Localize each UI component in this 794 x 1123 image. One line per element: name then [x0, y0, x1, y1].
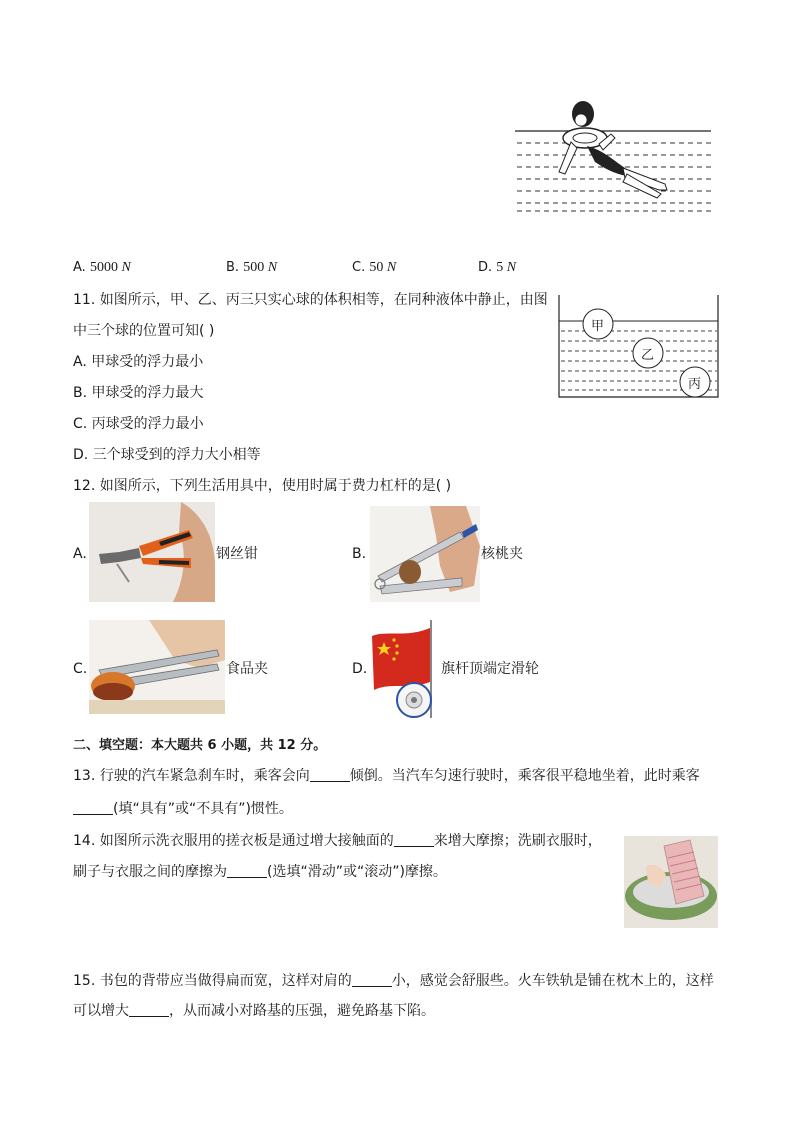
q11-option-c[interactable]: C. 丙球受的浮力最小	[73, 416, 204, 432]
q15-line2: 可以增大 ，从而减小对路基的压强，避免路基下陷。	[73, 1003, 435, 1019]
q10-option-c[interactable]: C. 50 N	[352, 260, 397, 275]
q15-blank-1[interactable]	[352, 972, 392, 987]
q11-stem-line1: 11. 如图所示，甲、乙、丙三只实心球的体积相等，在同种液体中静止，由图	[73, 292, 548, 308]
swimmer-figure	[515, 98, 713, 214]
ball-yi-label: 乙	[641, 348, 655, 363]
q15-line1: 15. 书包的背带应当做得扁而宽，这样对肩的 小，感觉会舒服些。火车铁轨是铺在枕木上的，这样	[73, 973, 714, 989]
section2-heading: 二、填空题：本大题共 6 小题，共 12 分。	[73, 738, 327, 753]
q14-blank-2[interactable]	[227, 863, 267, 878]
q12-stem: 12. 如图所示，下列生活用具中，使用时属于费力杠杆的是( )	[73, 478, 452, 494]
q14-blank-1[interactable]	[394, 832, 434, 847]
q10-option-b[interactable]: B. 500 N	[226, 260, 278, 275]
q12-option-c-letter[interactable]: C.	[73, 661, 88, 677]
q12-option-b-letter[interactable]: B.	[352, 546, 367, 562]
nutcracker-image	[370, 506, 480, 602]
q13-blank-1[interactable]	[310, 767, 350, 782]
q12-option-d-letter[interactable]: D.	[352, 661, 368, 677]
q12-option-d-label: 旗杆顶端定滑轮	[441, 661, 539, 677]
q10-option-d[interactable]: D. 5 N	[478, 260, 517, 275]
liquid-container-figure	[557, 293, 721, 400]
q12-option-b-label: 核桃夹	[481, 546, 523, 562]
q11-option-d[interactable]: D. 三个球受到的浮力大小相等	[73, 447, 261, 463]
food-tongs-image	[89, 620, 225, 714]
washboard-image	[624, 836, 718, 928]
q14-line1: 14. 如图所示洗衣服用的搓衣板是通过增大接触面的 来增大摩擦；洗刷衣服时，	[73, 833, 602, 849]
q11-option-a[interactable]: A. 甲球受的浮力最小	[73, 354, 204, 370]
q11-stem-line2: 中三个球的位置可知( )	[73, 323, 215, 339]
q13-line1: 13. 行驶的汽车紧急刹车时，乘客会向 倾倒。当汽车匀速行驶时，乘客很平稳地坐着，此时乘客	[73, 768, 700, 784]
q13-blank-2[interactable]	[73, 800, 113, 815]
q12-option-a-letter[interactable]: A.	[73, 546, 87, 562]
ball-bing-label: 丙	[688, 377, 702, 392]
flagpole-pulley-image	[370, 616, 438, 718]
q15-blank-2[interactable]	[129, 1002, 169, 1017]
q10-option-a[interactable]: A. 5000 N	[73, 260, 131, 275]
q12-option-a-label: 钢丝钳	[216, 546, 258, 562]
q11-option-b[interactable]: B. 甲球受的浮力最大	[73, 385, 204, 401]
q13-line2: (填“具有”或“不具有”)惯性。	[73, 799, 293, 819]
ball-jia-label: 甲	[591, 319, 605, 334]
q14-line2: 刷子与衣服之间的摩擦为 (选填“滑动”或“滚动”)摩擦。	[73, 864, 447, 880]
pliers-image	[89, 502, 215, 602]
q12-option-c-label: 食品夹	[226, 661, 268, 677]
